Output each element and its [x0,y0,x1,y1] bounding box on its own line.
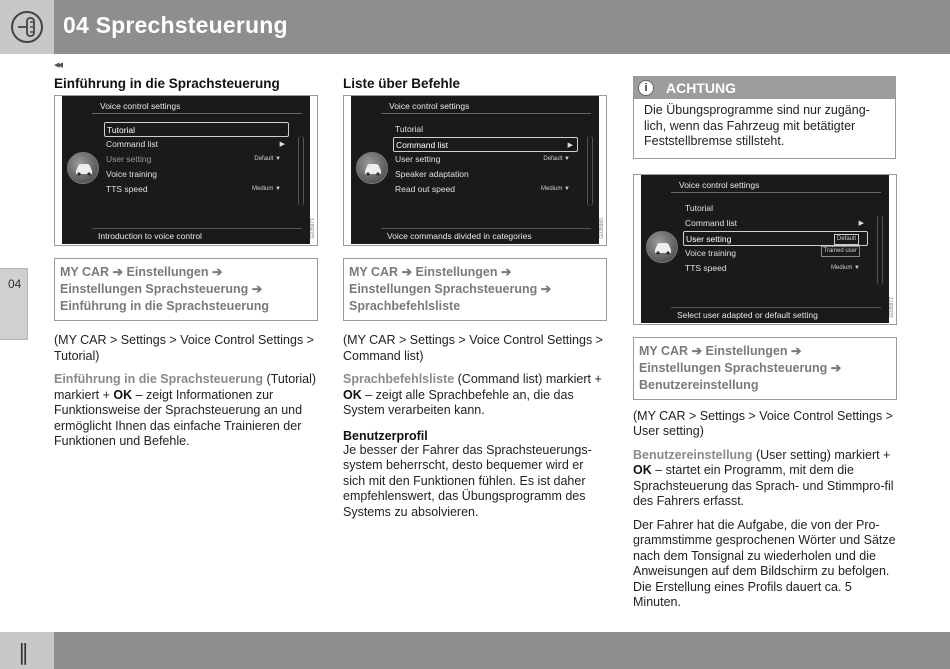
display-screen [351,96,599,244]
page-marker-icon: ∥ [18,640,28,665]
column-command-list [343,76,607,520]
display-screen [62,96,310,244]
warning-header [634,77,895,99]
column-user-setting [633,76,897,611]
menu-item-tts-speed[interactable]: TTS speed Medium ▼ [685,262,860,273]
menu-item-user-setting[interactable]: User setting Default [683,231,868,246]
screen-footer: Introduction to voice control [98,231,202,241]
voice-control-chapter-icon [0,0,54,54]
screen-illustration [54,95,318,246]
menu-path-box: MY CAR ➔ Einstellungen ➔ Einstellungen Sprachsteuerung ➔ Sprachbefehlsliste [343,258,607,321]
chapter-tab-label: 04 [8,277,22,291]
page-title: 04 Sprechsteuerung [63,12,288,38]
screen-footer: Select user adapted or default setting [677,309,818,320]
menu-item-tutorial[interactable]: Tutorial [104,122,289,137]
menu-item-user-setting[interactable]: User setting Default ▼ [395,154,570,164]
column-tutorial [54,76,318,450]
image-code: G035980 [599,218,605,239]
menu-item-command-list[interactable]: Command list ▶ [106,139,285,149]
menu-item-tts-speed[interactable]: TTS speed Medium ▼ [106,184,281,194]
menu-path-box: MY CAR ➔ Einstellungen ➔ Einstellungen Sprachsteuerung ➔ Benutzereinstellung [633,337,897,400]
screen-menu [393,122,578,197]
menu-item-speaker-adaptation[interactable]: Speaker adaptation [395,169,469,179]
section-heading: Einführung in die Sprachsteuerung [54,76,280,91]
menu-path-text: (MY CAR > Settings > Voice Control Settings > Command list) [343,333,603,363]
car-icon [646,231,678,263]
menu-path-box: MY CAR ➔ Einstellungen ➔ Einstellungen Sprachsteuerung ➔ Einführung in die Sprachsteuerung [54,258,318,321]
screen-scrollbar [877,215,883,285]
screen-menu [104,122,289,197]
page-footer [0,632,950,669]
image-code: G035972 [889,296,895,318]
description-text: Benutzereinstellung (User setting) markiert + OK – startet ein Programm, mit dem die Sprachsteuerung das Sprach- und Stimmpro-fil des Fahrers erfasst. [633,447,894,508]
screen-illustration [633,174,897,325]
menu-item-command-list[interactable]: Command list ▶ [393,137,578,152]
chapter-tab[interactable] [0,268,28,340]
car-icon [356,152,388,184]
menu-path-text: (MY CAR > Settings > Voice Control Settings > User setting) [633,408,893,438]
description-text: Sprachbefehlsliste (Command list) markiert + OK – zeigt alle Sprachbefehle an, die das System verarbeiten kann. [343,372,602,417]
menu-item-tutorial[interactable]: Tutorial [395,124,424,134]
footer-tab [0,632,54,669]
screen-scrollbar [298,136,304,206]
info-icon: i [638,80,654,96]
description-text: Einführung in die Sprachsteuerung (Tutorial) markiert + OK – zeigt Informationen zur Funktionsweise der Sprachsteuerung an und ermöglicht Ihnen das einfache Trainieren der Funktionen und Befehle. [54,372,317,448]
display-screen [641,175,889,323]
subheading: Benutzerprofil [343,428,428,443]
car-icon [67,152,99,184]
menu-item-voice-training[interactable]: Voice training Trained user [683,246,868,261]
menu-item-command-list[interactable]: Command list ▶ [685,217,864,228]
menu-path-text: (MY CAR > Settings > Voice Control Settings > Tutorial) [54,333,314,363]
page-header [0,0,950,54]
menu-item-tutorial[interactable]: Tutorial [685,202,714,213]
screen-footer: Voice commands divided in categories [387,231,532,241]
screen-title: Voice control settings [389,101,470,111]
warning-text: Die Übungsprogramme sind nur zugäng-lich, wenn das Fahrzeug mit betätigter Feststellbremse stillsteht. [644,103,870,148]
previous-page-icon[interactable]: ◂◂ [54,59,62,71]
screen-menu [683,201,868,276]
image-code: G035971 [310,218,316,239]
section-heading: Liste über Befehle [343,76,461,91]
menu-item-read-out-speed[interactable]: Read out speed Medium ▼ [395,184,570,194]
body-text: Je besser der Fahrer das Sprachsteuerungs-system beherrscht, desto bequemer wird er sich mit den Funktionen fühlen. Es ist daher empfehlenswert, das Übungsprogramm des Systems zu absolvieren. [343,442,592,519]
body-text: Der Fahrer hat die Aufgabe, die von der Pro-grammstimme gesprochenen Wörter und Sätze nach dem Tonsignal zu wiederholen und die Anweisungen auf dem Bildschirm zu befolgen. Die Erstellung eines Profils dauert ca. 5 Minuten. [633,517,896,609]
screen-scrollbar [587,136,593,206]
screen-title: Voice control settings [679,179,760,190]
screen-illustration [343,95,607,246]
screen-title: Voice control settings [100,101,181,111]
menu-item-user-setting[interactable]: User setting Default ▼ [106,154,281,164]
warning-box [633,76,896,159]
warning-title: ACHTUNG [666,80,736,96]
menu-item-voice-training[interactable]: Voice training [106,169,158,179]
